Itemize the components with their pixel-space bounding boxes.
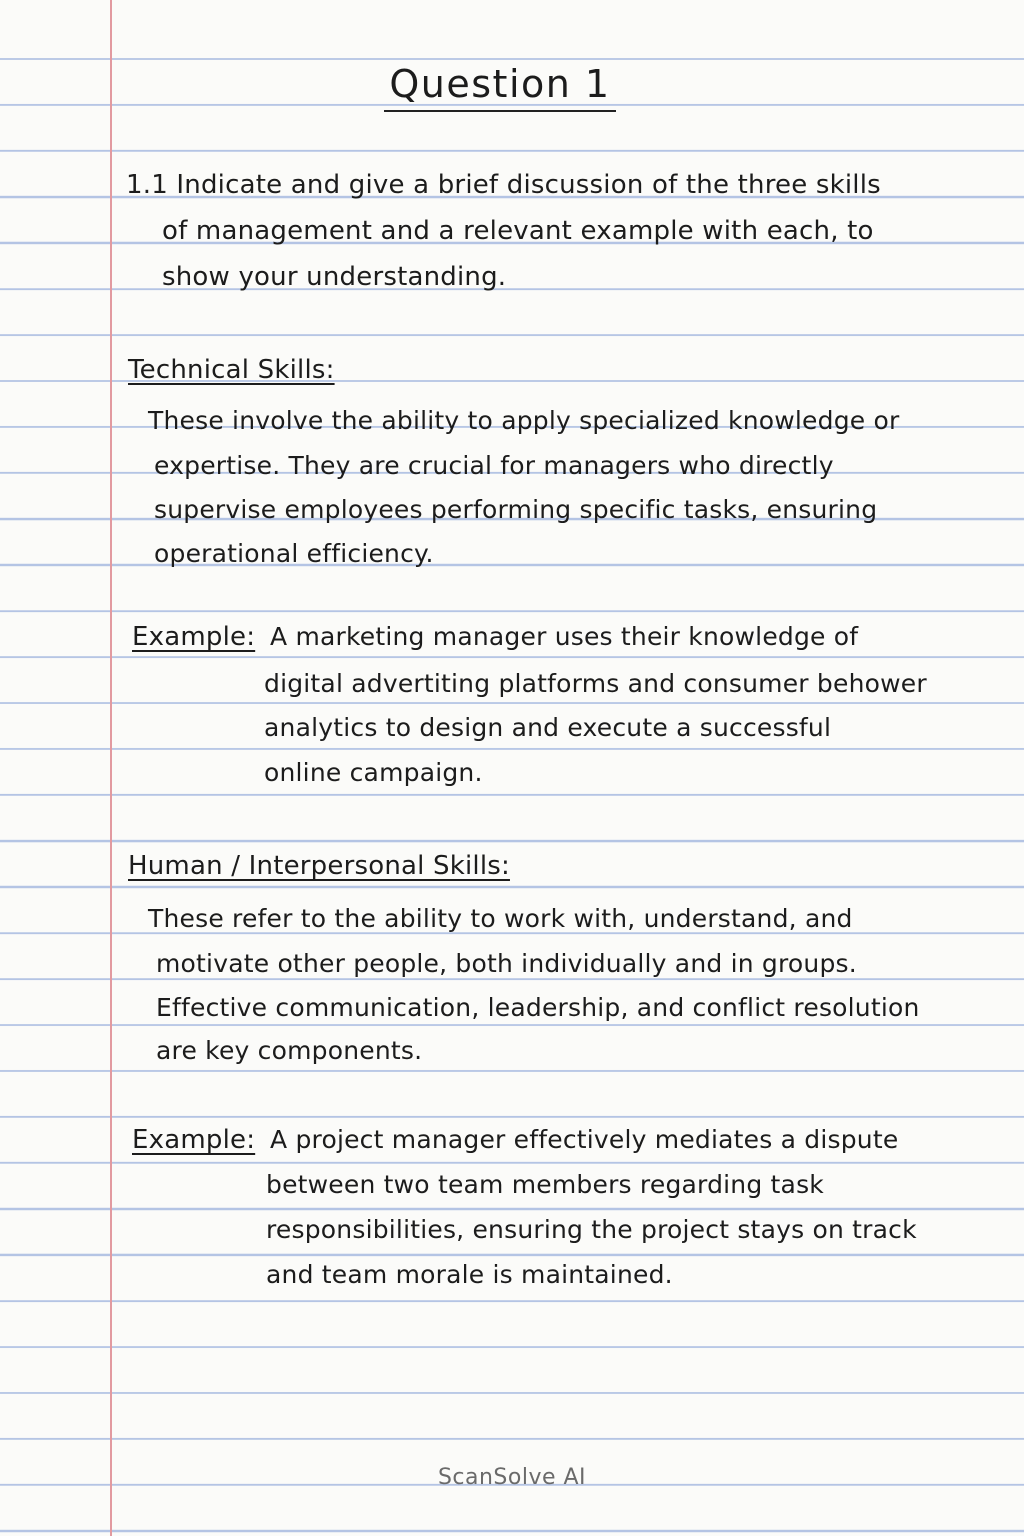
page-title: Question 1 <box>384 62 616 112</box>
technical-example-line-4: online campaign. <box>264 758 483 787</box>
human-body-line-4: are key components. <box>156 1036 423 1065</box>
question-line-1: 1.1 Indicate and give a brief discussion of the three skills <box>126 170 881 200</box>
human-example-line-3: responsibilities, ensuring the project stays on track <box>266 1215 917 1244</box>
technical-body-line-4: operational efficiency. <box>154 539 434 568</box>
technical-example-label: Example: <box>132 622 256 652</box>
human-example-line-1: A project manager effectively mediates a dispute <box>270 1125 899 1154</box>
question-line-2: of management and a relevant example with each, to <box>162 216 874 246</box>
footer-watermark: ScanSolve AI <box>437 1465 587 1490</box>
technical-body-line-1: These involve the ability to apply specialized knowledge or <box>148 406 900 435</box>
human-skills-heading: Human / Interpersonal Skills: <box>128 851 510 881</box>
technical-body-line-3: supervise employees performing specific tasks, ensuring <box>154 495 878 524</box>
question-line-3: show your understanding. <box>162 262 507 292</box>
technical-example-line-3: analytics to design and execute a successful <box>264 713 832 742</box>
technical-skills-heading: Technical Skills: <box>128 355 335 385</box>
human-example-label: Example: <box>132 1125 256 1155</box>
technical-example-line-2: digital advertiting platforms and consumer behower <box>264 669 927 698</box>
human-body-line-3: Effective communication, leadership, and conflict resolution <box>156 993 920 1022</box>
human-example-line-4: and team morale is maintained. <box>266 1260 673 1289</box>
human-body-line-2: motivate other people, both individually and in groups. <box>156 949 857 978</box>
technical-example-line-1: A marketing manager uses their knowledge of <box>270 622 859 651</box>
technical-body-line-2: expertise. They are crucial for managers who directly <box>154 451 834 480</box>
human-example-line-2: between two team members regarding task <box>266 1170 824 1199</box>
human-body-line-1: These refer to the ability to work with, understand, and <box>148 904 853 933</box>
